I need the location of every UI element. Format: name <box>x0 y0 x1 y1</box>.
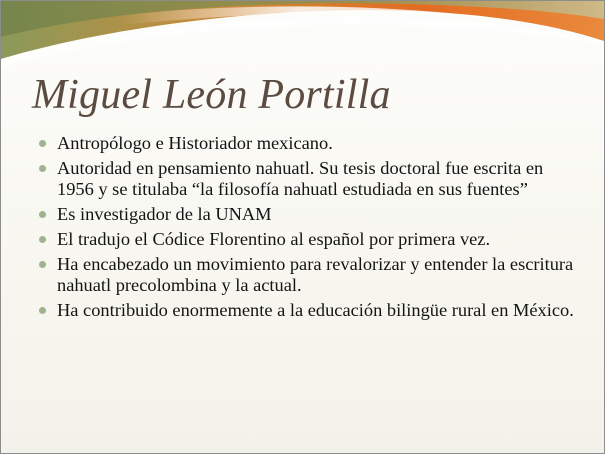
bullet-item <box>39 204 579 225</box>
bullet-item <box>39 133 579 154</box>
bullet-text: Autoridad en pensamiento nahuatl. Su tesis doctoral fue escrita en 1956 y se titulaba “la filosofía nahuatl estudiada en sus fuentes” <box>57 158 544 199</box>
bullet-dot-icon <box>39 236 46 243</box>
bullet-list <box>39 133 579 325</box>
header-swoosh-decoration <box>1 1 604 81</box>
bullet-text: Antropólogo e Historiador mexicano. <box>57 133 333 153</box>
bullet-text: Ha encabezado un movimiento para revalorizar y entender la escritura nahuatl precolombina y la actual. <box>57 254 574 295</box>
bullet-dot-icon <box>39 211 46 218</box>
slide-title: Miguel León Portilla <box>32 72 391 118</box>
bullet-text: Ha contribuido enormemente a la educación bilingüe rural en México. <box>57 300 574 320</box>
bullet-dot-icon <box>39 261 46 268</box>
bullet-item <box>39 300 579 321</box>
bullet-item <box>39 254 579 296</box>
bullet-item <box>39 229 579 250</box>
bullet-text: Es investigador de la UNAM <box>57 204 272 224</box>
bullet-item <box>39 158 579 200</box>
bullet-dot-icon <box>39 165 46 172</box>
bullet-text: El tradujo el Códice Florentino al español por primera vez. <box>57 229 491 249</box>
bullet-dot-icon <box>39 307 46 314</box>
bullet-dot-icon <box>39 140 46 147</box>
